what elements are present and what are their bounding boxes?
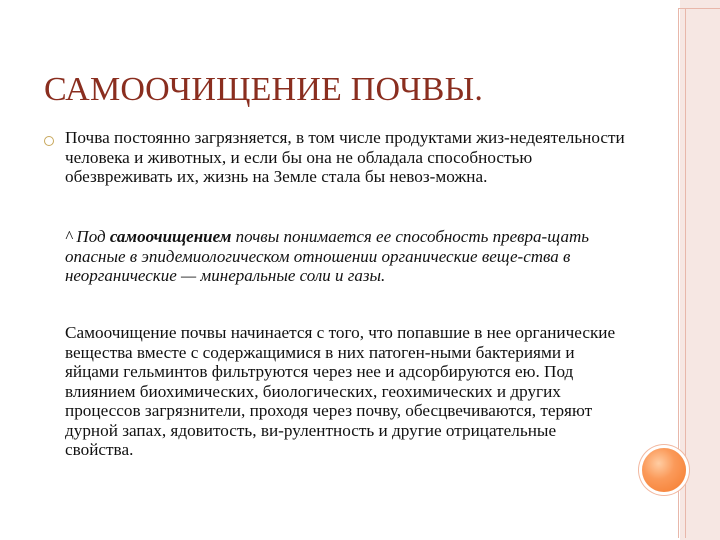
orange-circle-icon [642,448,686,492]
slide-title: САМООЧИЩЕНИЕ ПОЧВЫ. [44,71,484,108]
definition-term: самоочищением [109,227,232,246]
hollow-circle-bullet-icon [44,136,54,146]
paragraph-self-cleaning-definition [65,227,630,286]
definition-prefix: ^ Под [65,227,110,246]
decorative-side-band [680,0,720,540]
paragraph-self-cleaning-process: Самоочищение почвы начинается с того, что попавшие в нее органические вещества вместе с содержащимися в них патоген-ными бактериями и яйцами гельминтов фильтруются через нее и адсорбируются ею. Под влиянием биохимических, биологических, геохимических и других процессов загрязнители, проходя через почву, обесцвечиваются, теряют дурной запах, ядовитость, ви-рулентность и другие отрицательные свойства. [65,323,616,459]
frame-line-inner [685,8,686,538]
paragraph-soil-pollution: Почва постоянно загрязняется, в том числе продуктами жиз-недеятельности человека и животных, и если бы она не обладала способностью обезвреживать их, жизнь на Земле стала бы невоз-можна. [65,128,625,186]
definition-body: почвы понимается ее способность превра-щать опасные в эпидемиологическом отношении органические веще-ства в неорганические — минеральные соли и газы. [65,227,589,285]
